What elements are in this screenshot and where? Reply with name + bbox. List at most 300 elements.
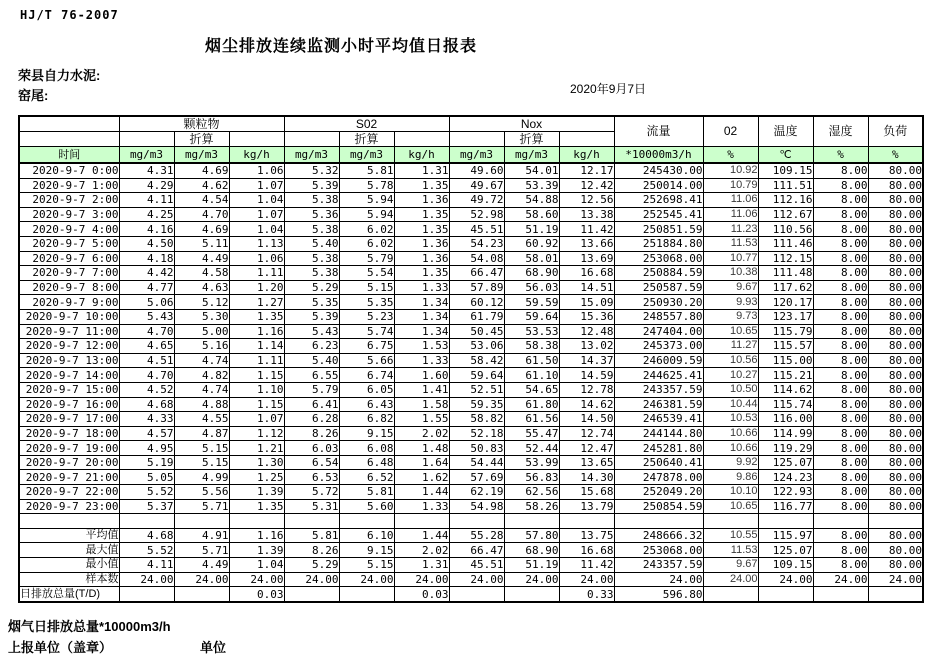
value-cell: 10.10 — [703, 485, 758, 500]
value-cell: 10.50 — [703, 382, 758, 397]
value-cell: 13.66 — [559, 236, 614, 251]
value-cell: 50.45 — [449, 324, 504, 339]
value-cell: 8.00 — [813, 324, 868, 339]
value-cell: 6.41 — [284, 397, 339, 412]
value-cell: 4.65 — [119, 339, 174, 354]
empty-cell — [703, 514, 758, 529]
value-cell: 250884.59 — [614, 266, 703, 281]
value-cell: 54.44 — [449, 455, 504, 470]
empty-cell — [559, 514, 614, 529]
table-row — [19, 339, 923, 354]
value-cell: 12.78 — [559, 382, 614, 397]
value-cell: 24.00 — [174, 572, 229, 587]
value-cell: 4.25 — [119, 207, 174, 222]
value-cell: 1.12 — [229, 426, 284, 441]
value-cell: 52.51 — [449, 382, 504, 397]
value-cell: 111.48 — [758, 266, 813, 281]
value-cell: 1.21 — [229, 441, 284, 456]
value-cell — [449, 587, 504, 602]
empty-cell — [284, 514, 339, 529]
value-cell: 13.75 — [559, 528, 614, 543]
value-cell: 8.00 — [813, 163, 868, 178]
value-cell: 4.16 — [119, 222, 174, 237]
value-cell: 8.00 — [813, 251, 868, 266]
table-row — [19, 441, 923, 456]
value-cell: 248557.80 — [614, 309, 703, 324]
time-cell: 2020-9-7 6:00 — [19, 251, 119, 266]
value-cell: 45.51 — [449, 222, 504, 237]
col-o2-label: 02 — [703, 116, 758, 147]
value-cell: 5.52 — [119, 543, 174, 558]
value-cell: 114.99 — [758, 426, 813, 441]
value-cell: 8.00 — [813, 295, 868, 310]
time-header: 时间 — [19, 147, 119, 164]
value-cell: 10.55 — [703, 528, 758, 543]
value-cell: 11.42 — [559, 558, 614, 573]
value-cell: 6.43 — [339, 397, 394, 412]
value-cell: 115.00 — [758, 353, 813, 368]
unit-label: 单位 — [200, 640, 227, 655]
unit-cell: % — [868, 147, 923, 164]
value-cell: 1.41 — [394, 382, 449, 397]
summary-row — [19, 572, 923, 587]
table-row — [19, 266, 923, 281]
value-cell: 1.07 — [229, 178, 284, 193]
value-cell: 80.00 — [868, 499, 923, 514]
value-cell — [174, 587, 229, 602]
value-cell: 9.73 — [703, 309, 758, 324]
value-cell: 80.00 — [868, 353, 923, 368]
table-row — [19, 236, 923, 251]
value-cell — [284, 587, 339, 602]
value-cell: 5.38 — [284, 251, 339, 266]
value-cell: 9.67 — [703, 558, 758, 573]
value-cell: 8.26 — [284, 426, 339, 441]
value-cell: 1.33 — [394, 353, 449, 368]
value-cell: 9.15 — [339, 426, 394, 441]
table-row — [19, 222, 923, 237]
time-cell: 2020-9-7 5:00 — [19, 236, 119, 251]
value-cell: 246009.59 — [614, 353, 703, 368]
table-row — [19, 178, 923, 193]
time-cell: 2020-9-7 12:00 — [19, 339, 119, 354]
value-cell: 80.00 — [868, 207, 923, 222]
value-cell: 8.00 — [813, 528, 868, 543]
group-particulate-label: 颗粒物 — [119, 116, 284, 132]
value-cell: 6.55 — [284, 368, 339, 383]
summary-label-cell: 最小值 — [19, 558, 119, 573]
value-cell: 16.68 — [559, 543, 614, 558]
value-cell: 1.20 — [229, 280, 284, 295]
value-cell: 53.53 — [504, 324, 559, 339]
value-cell: 8.00 — [813, 178, 868, 193]
value-cell: 58.60 — [504, 207, 559, 222]
value-cell: 250851.59 — [614, 222, 703, 237]
table-row — [19, 251, 923, 266]
value-cell: 4.31 — [119, 163, 174, 178]
value-cell: 1.60 — [394, 368, 449, 383]
value-cell: 115.21 — [758, 368, 813, 383]
value-cell: 60.12 — [449, 295, 504, 310]
table-row — [19, 426, 923, 441]
value-cell: 80.00 — [868, 193, 923, 208]
unit-cell: *10000m3/h — [614, 147, 703, 164]
standard-code: HJ/T 76-2007 — [20, 8, 119, 22]
unit-cell: kg/h — [394, 147, 449, 164]
value-cell: 250587.59 — [614, 280, 703, 295]
value-cell: 10.66 — [703, 441, 758, 456]
value-cell: 5.79 — [284, 382, 339, 397]
table-row — [19, 499, 923, 514]
value-cell: 1.39 — [229, 543, 284, 558]
value-cell: 51.19 — [504, 558, 559, 573]
value-cell: 4.95 — [119, 441, 174, 456]
value-cell: 12.74 — [559, 426, 614, 441]
value-cell: 53.06 — [449, 339, 504, 354]
value-cell: 115.79 — [758, 324, 813, 339]
value-cell: 1.06 — [229, 251, 284, 266]
value-cell: 61.80 — [504, 397, 559, 412]
summary-label-cell: 平均值 — [19, 528, 119, 543]
summary-row — [19, 558, 923, 573]
value-cell: 61.79 — [449, 309, 504, 324]
value-cell: 24.00 — [229, 572, 284, 587]
value-cell: 8.00 — [813, 280, 868, 295]
value-cell: 5.19 — [119, 455, 174, 470]
value-cell: 4.11 — [119, 558, 174, 573]
empty-cell — [119, 514, 174, 529]
value-cell: 80.00 — [868, 222, 923, 237]
value-cell: 5.40 — [284, 236, 339, 251]
value-cell: 1.06 — [229, 163, 284, 178]
value-cell: 1.39 — [229, 485, 284, 500]
value-cell: 252049.20 — [614, 485, 703, 500]
value-cell: 5.23 — [339, 309, 394, 324]
value-cell: 252545.41 — [614, 207, 703, 222]
value-cell: 6.53 — [284, 470, 339, 485]
value-cell: 62.19 — [449, 485, 504, 500]
value-cell: 248666.32 — [614, 528, 703, 543]
value-cell: 115.97 — [758, 528, 813, 543]
value-cell: 80.00 — [868, 266, 923, 281]
table-row — [19, 309, 923, 324]
value-cell: 5.54 — [339, 266, 394, 281]
value-cell: 24.00 — [559, 572, 614, 587]
value-cell: 80.00 — [868, 528, 923, 543]
value-cell: 5.56 — [174, 485, 229, 500]
value-cell: 54.01 — [504, 163, 559, 178]
value-cell — [758, 587, 813, 602]
value-cell: 112.15 — [758, 251, 813, 266]
empty-cell — [813, 514, 868, 529]
value-cell: 1.62 — [394, 470, 449, 485]
value-cell: 11.27 — [703, 339, 758, 354]
value-cell: 1.11 — [229, 266, 284, 281]
value-cell: 80.00 — [868, 324, 923, 339]
value-cell: 80.00 — [868, 455, 923, 470]
value-cell: 8.00 — [813, 499, 868, 514]
value-cell: 24.00 — [284, 572, 339, 587]
time-cell: 2020-9-7 9:00 — [19, 295, 119, 310]
value-cell: 68.90 — [504, 266, 559, 281]
table-row — [19, 353, 923, 368]
value-cell: 24.00 — [703, 572, 758, 587]
value-cell: 5.35 — [339, 295, 394, 310]
value-cell: 8.00 — [813, 353, 868, 368]
group-header-row — [19, 116, 923, 132]
value-cell: 49.67 — [449, 178, 504, 193]
value-cell: 54.23 — [449, 236, 504, 251]
value-cell: 56.03 — [504, 280, 559, 295]
value-cell: 6.74 — [339, 368, 394, 383]
value-cell: 13.69 — [559, 251, 614, 266]
value-cell — [504, 587, 559, 602]
value-cell: 10.92 — [703, 163, 758, 178]
value-cell: 54.98 — [449, 499, 504, 514]
value-cell: 8.00 — [813, 412, 868, 427]
value-cell: 1.58 — [394, 397, 449, 412]
value-cell: 5.94 — [339, 193, 394, 208]
value-cell: 4.99 — [174, 470, 229, 485]
value-cell: 5.94 — [339, 207, 394, 222]
value-cell: 10.66 — [703, 426, 758, 441]
value-cell: 52.18 — [449, 426, 504, 441]
value-cell: 123.17 — [758, 309, 813, 324]
page-title: 烟尘排放连续监测小时平均值日报表 — [205, 38, 478, 55]
value-cell: 14.62 — [559, 397, 614, 412]
value-cell: 5.74 — [339, 324, 394, 339]
value-cell: 13.02 — [559, 339, 614, 354]
value-cell: 14.59 — [559, 368, 614, 383]
value-cell: 245281.80 — [614, 441, 703, 456]
empty-cell — [758, 514, 813, 529]
value-cell: 11.06 — [703, 193, 758, 208]
so2-converted-label: 折算 — [339, 132, 394, 147]
value-cell: 8.00 — [813, 441, 868, 456]
value-cell: 4.70 — [174, 207, 229, 222]
value-cell: 51.19 — [504, 222, 559, 237]
value-cell: 5.52 — [119, 485, 174, 500]
col-flow-label: 流量 — [614, 116, 703, 147]
value-cell: 5.43 — [119, 309, 174, 324]
value-cell: 10.53 — [703, 412, 758, 427]
value-cell: 54.65 — [504, 382, 559, 397]
value-cell: 66.47 — [449, 543, 504, 558]
time-cell: 2020-9-7 15:00 — [19, 382, 119, 397]
corner-cell — [19, 116, 119, 132]
value-cell: 1.11 — [229, 353, 284, 368]
value-cell: 5.79 — [339, 251, 394, 266]
value-cell: 80.00 — [868, 382, 923, 397]
value-cell: 4.52 — [119, 382, 174, 397]
value-cell: 245373.00 — [614, 339, 703, 354]
value-cell: 80.00 — [868, 368, 923, 383]
value-cell: 24.00 — [119, 572, 174, 587]
units-row — [19, 147, 923, 164]
value-cell: 54.88 — [504, 193, 559, 208]
value-cell: 12.56 — [559, 193, 614, 208]
value-cell: 12.42 — [559, 178, 614, 193]
value-cell: 119.29 — [758, 441, 813, 456]
value-cell: 110.56 — [758, 222, 813, 237]
value-cell: 1.10 — [229, 382, 284, 397]
value-cell — [703, 587, 758, 602]
empty-cell — [394, 132, 449, 147]
value-cell: 60.92 — [504, 236, 559, 251]
table-row — [19, 207, 923, 222]
value-cell: 1.34 — [394, 324, 449, 339]
empty-cell — [868, 514, 923, 529]
value-cell: 14.30 — [559, 470, 614, 485]
empty-cell — [614, 514, 703, 529]
value-cell: 11.06 — [703, 207, 758, 222]
value-cell: 9.86 — [703, 470, 758, 485]
value-cell: 5.81 — [339, 485, 394, 500]
value-cell: 116.77 — [758, 499, 813, 514]
value-cell: 58.01 — [504, 251, 559, 266]
value-cell: 5.15 — [174, 441, 229, 456]
summary-row — [19, 587, 923, 602]
table-row — [19, 163, 923, 178]
value-cell: 1.27 — [229, 295, 284, 310]
value-cell: 5.81 — [284, 528, 339, 543]
report-date: 2020年9月7日 — [570, 82, 647, 96]
value-cell: 13.65 — [559, 455, 614, 470]
unit-cell: mg/m3 — [284, 147, 339, 164]
value-cell: 5.29 — [284, 280, 339, 295]
value-cell: 53.99 — [504, 455, 559, 470]
time-cell: 2020-9-7 19:00 — [19, 441, 119, 456]
time-cell: 2020-9-7 23:00 — [19, 499, 119, 514]
value-cell: 8.00 — [813, 193, 868, 208]
value-cell: 247404.00 — [614, 324, 703, 339]
value-cell: 15.68 — [559, 485, 614, 500]
value-cell: 8.00 — [813, 455, 868, 470]
value-cell: 111.51 — [758, 178, 813, 193]
value-cell: 8.00 — [813, 236, 868, 251]
value-cell: 8.00 — [813, 309, 868, 324]
table-row — [19, 324, 923, 339]
value-cell: 6.08 — [339, 441, 394, 456]
value-cell: 16.68 — [559, 266, 614, 281]
value-cell: 5.38 — [284, 222, 339, 237]
value-cell: 8.00 — [813, 397, 868, 412]
empty-cell — [559, 132, 614, 147]
value-cell: 6.02 — [339, 222, 394, 237]
value-cell: 6.23 — [284, 339, 339, 354]
value-cell: 68.90 — [504, 543, 559, 558]
time-cell: 2020-9-7 2:00 — [19, 193, 119, 208]
value-cell: 12.48 — [559, 324, 614, 339]
value-cell: 4.69 — [174, 222, 229, 237]
value-cell: 10.79 — [703, 178, 758, 193]
value-cell: 55.28 — [449, 528, 504, 543]
value-cell: 5.16 — [174, 339, 229, 354]
value-cell: 1.35 — [394, 222, 449, 237]
value-cell: 5.40 — [284, 353, 339, 368]
value-cell: 15.09 — [559, 295, 614, 310]
group-so2-label: S02 — [284, 116, 449, 132]
value-cell: 245430.00 — [614, 163, 703, 178]
value-cell: 109.15 — [758, 558, 813, 573]
unit-cell: mg/m3 — [119, 147, 174, 164]
summary-row — [19, 528, 923, 543]
value-cell: 80.00 — [868, 558, 923, 573]
value-cell: 11.53 — [703, 236, 758, 251]
value-cell: 80.00 — [868, 412, 923, 427]
value-cell: 57.80 — [504, 528, 559, 543]
empty-cell — [19, 132, 119, 147]
value-cell: 14.51 — [559, 280, 614, 295]
table-row — [19, 368, 923, 383]
value-cell: 49.72 — [449, 193, 504, 208]
value-cell: 4.68 — [119, 528, 174, 543]
value-cell: 5.35 — [284, 295, 339, 310]
value-cell: 1.44 — [394, 485, 449, 500]
value-cell: 253068.00 — [614, 543, 703, 558]
value-cell: 24.00 — [339, 572, 394, 587]
value-cell: 246381.59 — [614, 397, 703, 412]
value-cell: 61.50 — [504, 353, 559, 368]
value-cell: 4.51 — [119, 353, 174, 368]
value-cell: 24.00 — [394, 572, 449, 587]
value-cell: 5.15 — [339, 558, 394, 573]
value-cell: 12.17 — [559, 163, 614, 178]
value-cell: 4.74 — [174, 382, 229, 397]
summary-label-cell: 日排放总量(T/D) — [19, 587, 119, 602]
value-cell: 5.15 — [174, 455, 229, 470]
value-cell: 6.03 — [284, 441, 339, 456]
value-cell: 59.35 — [449, 397, 504, 412]
time-cell: 2020-9-7 22:00 — [19, 485, 119, 500]
value-cell: 6.82 — [339, 412, 394, 427]
value-cell: 66.47 — [449, 266, 504, 281]
value-cell: 247878.00 — [614, 470, 703, 485]
value-cell: 14.50 — [559, 412, 614, 427]
value-cell — [339, 587, 394, 602]
value-cell: 4.87 — [174, 426, 229, 441]
value-cell: 80.00 — [868, 251, 923, 266]
value-cell: 80.00 — [868, 236, 923, 251]
value-cell: 50.83 — [449, 441, 504, 456]
empty-cell — [174, 514, 229, 529]
table-row — [19, 295, 923, 310]
value-cell: 1.13 — [229, 236, 284, 251]
value-cell: 4.88 — [174, 397, 229, 412]
empty-cell — [394, 514, 449, 529]
value-cell: 5.30 — [174, 309, 229, 324]
value-cell: 1.04 — [229, 193, 284, 208]
value-cell: 112.67 — [758, 207, 813, 222]
value-cell: 57.69 — [449, 470, 504, 485]
value-cell: 11.23 — [703, 222, 758, 237]
reporting-unit-label: 上报单位（盖章） — [8, 640, 113, 655]
value-cell: 5.38 — [284, 266, 339, 281]
table-row — [19, 280, 923, 295]
value-cell: 5.39 — [284, 178, 339, 193]
value-cell: 0.33 — [559, 587, 614, 602]
value-cell: 4.49 — [174, 251, 229, 266]
value-cell: 243357.59 — [614, 382, 703, 397]
value-cell: 54.08 — [449, 251, 504, 266]
time-cell: 2020-9-7 10:00 — [19, 309, 119, 324]
value-cell: 1.31 — [394, 163, 449, 178]
value-cell: 80.00 — [868, 163, 923, 178]
value-cell: 111.46 — [758, 236, 813, 251]
value-cell: 112.16 — [758, 193, 813, 208]
value-cell: 1.30 — [229, 455, 284, 470]
value-cell: 250854.59 — [614, 499, 703, 514]
